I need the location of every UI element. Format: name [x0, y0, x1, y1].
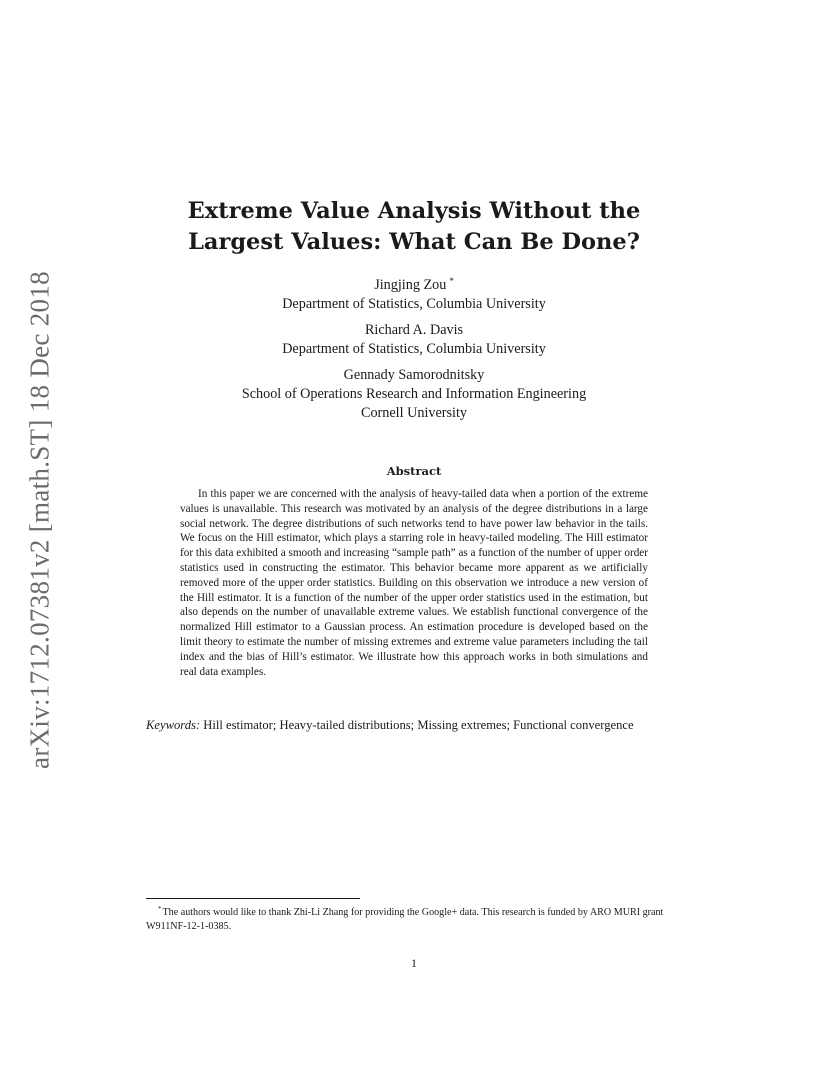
author-block — [140, 272, 688, 314]
author-affiliation: School of Operations Research and Information Engineering — [241, 386, 587, 402]
footnote-mark: * — [158, 905, 162, 913]
author-affiliation: Department of Statistics, Columbia University — [282, 296, 546, 312]
author-list — [140, 272, 688, 430]
footnote-divider — [146, 898, 360, 899]
author-affiliation: Cornell University — [361, 405, 467, 421]
author-block — [140, 321, 688, 359]
author-block — [140, 366, 688, 423]
abstract-text: In this paper we are concerned with the analysis of heavy-tailed data when a portion of the extreme values is unavailable. This research was motivated by an analysis of the degree distributions in a large social network. The degree distributions of such networks tend to have power law behavior in the tails. We focus on the Hill estimator, which plays a starring role in heavy-tailed modeling. The Hill estimator for this data exhibited a smooth and increasing “sample path” as a function of the number of upper order statistics used in constructing the estimator. This behavior became more apparent as we artificially removed more of the upper order statistics. Building on this observation we introduce a new version of the Hill estimator. It is a function of the number of the upper order statistics used in the estimation, but also depends on the number of unavailable extreme values. We establish functional convergence of the normalized Hill estimator to a Gaussian process. An estimation procedure is developed based on the limit theory to estimate the number of missing extremes and extreme value parameters including the tail index and the bias of Hill’s estimator. We illustrate how this approach works in both simulations and real data examples. — [180, 488, 648, 678]
keywords-text: Hill estimator; Heavy-tailed distributions; Missing extremes; Functional convergence — [203, 718, 634, 732]
paper-title: Extreme Value Analysis Without the Largest Values: What Can Be Done? — [187, 198, 641, 255]
author-name: Gennady Samorodnitsky — [343, 367, 485, 383]
arxiv-identifier: arXiv:1712.07381v2 [math.ST] 18 Dec 2018 — [24, 271, 55, 769]
footnote — [146, 903, 686, 933]
author-name: Jingjing Zou * — [374, 276, 454, 293]
keywords — [146, 717, 682, 734]
abstract-heading: Abstract — [386, 464, 442, 478]
page-number: 1 — [411, 956, 417, 970]
keywords-label: Keywords: — [146, 718, 201, 732]
author-affiliation: Department of Statistics, Columbia University — [282, 341, 546, 357]
author-name: Richard A. Davis — [364, 322, 464, 338]
footnote-mark: * — [449, 276, 454, 286]
footnote-text: The authors would like to thank Zhi-Li Zhang for providing the Google+ data. This research is funded by ARO MURI grant W911NF-12-1-0385. — [146, 907, 664, 932]
